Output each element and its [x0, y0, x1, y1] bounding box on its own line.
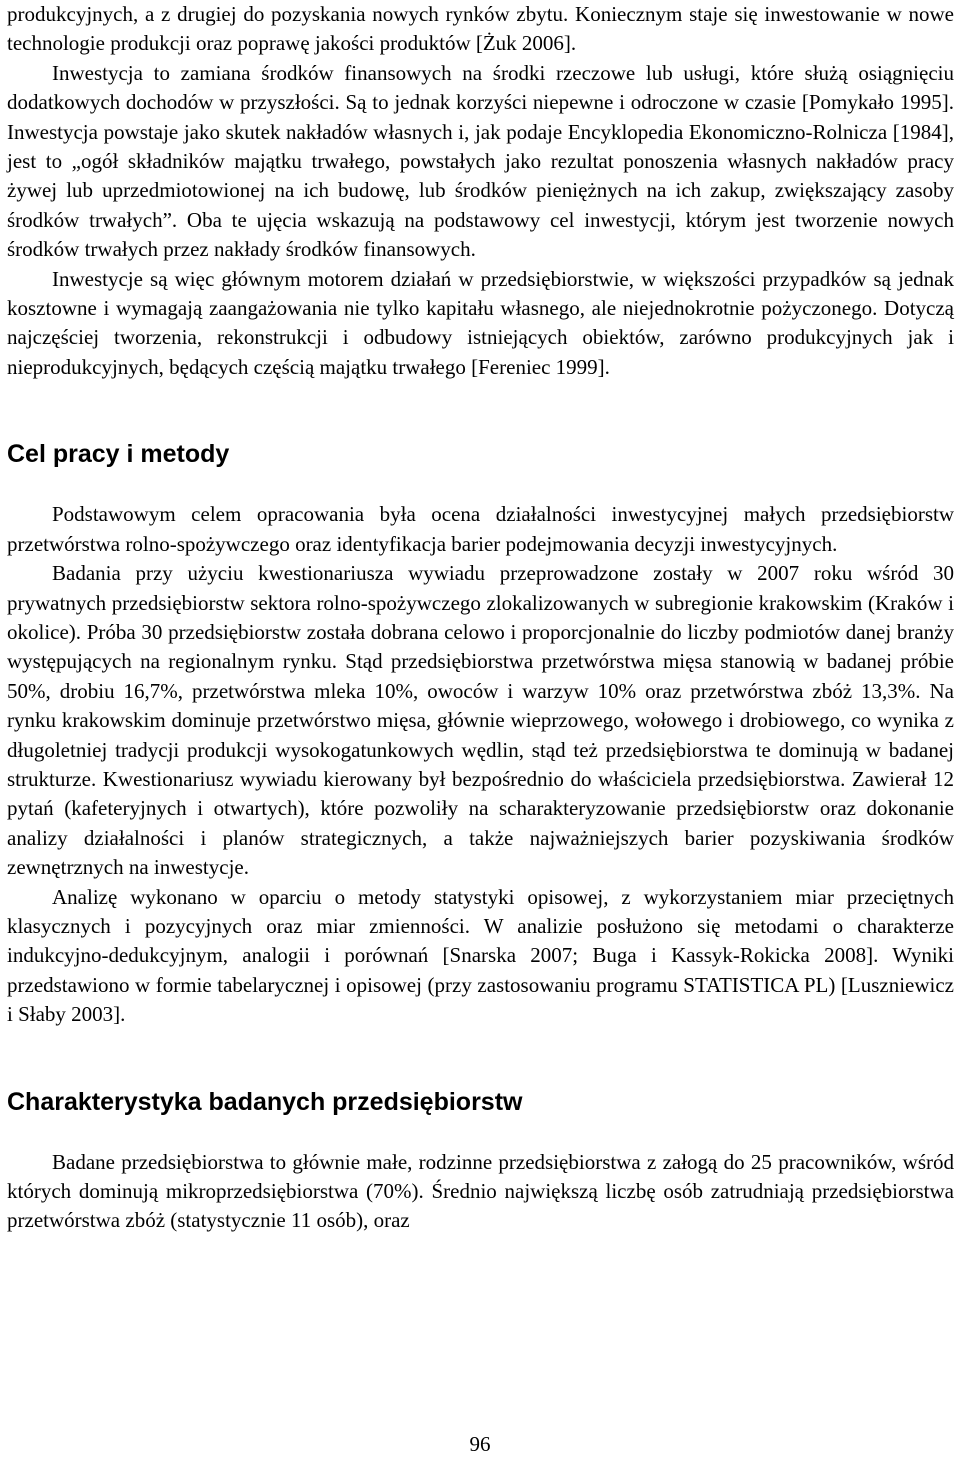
paragraph-research-sample: Badania przy użyciu kwestionariusza wywiadu przeprowadzone zostały w 2007 roku wśród 30 prywatnych przedsiębiorstw sektora rolno-spożywczego zlokalizowanych w subregionie krakowskim (Kraków i okolice). Próba 30 przedsiębiorstw została dobrana celowo i proporcjonalnie do liczby podmiotów danej branży występujących na regionalnym rynku. Stąd przedsiębiorstwa przetwórstwa mięsa stanowią w badanej próbie 50%, drobiu 16,7%, przetwórstwa mleka 10%, owoców i warzyw 10% oraz przetwórstwa zbóż 13,3%. Na rynku krakowskim dominuje przetwórstwo mięsa, głównie wieprzowego, wołowego i drobiowego, co wynika z długoletniej tradycji produkcji wysokogatunkowych wędlin, stąd też przedsiębiorstwa te dominują w badanej strukturze. Kwestionariusz wywiadu kierowany był bezpośrednio do właściciela przedsiębiorstwa. Zawierał 12 pytań (kafeteryjnych i otwartych), które pozwoliły na scharakteryzowanie przedsiębiorstw oraz dokonanie analizy działalności i planów strategicznych, a także najważniejszych barier pozyskiwania środków zewnętrznych na inwestycje.	[7, 561, 954, 880]
section-heading-goals-methods: Cel pracy i metody	[7, 440, 230, 469]
paragraph-enterprise-size: Badane przedsiębiorstwa to głównie małe, rodzinne przedsiębiorstwa z załogą do 25 pracowników, wśród których dominują mikroprzedsiębiorstwa (70%). Średnio największą liczbę osób zatrudniają przedsiębiorstwa przetwórstwa zbóż (statystycznie 11 osób), oraz	[7, 1149, 954, 1233]
document-page	[7, 0, 954, 1236]
paragraph-analysis-methods: Analizę wykonano w oparciu o metody statystyki opisowej, z wykorzystaniem miar przeciętnych klasycznych i pozycyjnych oraz miar zmienności. W analizie posłużono się metodami o charakterze indukcyjno-dedukcyjnym, analogii i porównań [Snarska 2007; Buga i Kassyk-Rokicka 2008]. Wyniki przedstawiono w formie tabelarycznej i opisowej (przy zastosowaniu programu STATISTICA PL) [Luszniewicz i Słaby 2003].	[7, 884, 954, 1027]
paragraph-research-goal: Podstawowym celem opracowania była ocena działalności inwestycyjnej małych przedsiębiorstw przetwórstwa rolno-spożywczego oraz identyfikacja barier podejmowania decyzji inwestycyjnych.	[7, 502, 954, 556]
paragraph-investment-definition: Inwestycja to zamiana środków finansowych na środki rzeczowe lub usługi, które służą osiągnięciu dodatkowych dochodów w przyszłości. Są to jednak korzyści niepewne i odroczone w czasie [Pomykało 1995]. Inwestycja powstaje jako skutek nakładów własnych i, jak podaje Encyklopedia Ekonomiczno-Rolnicza [1984], jest to „ogół składników majątku trwałego, powstałych jako rezultat ponoszenia własnych nakładów pracy żywej lub uprzedmiotowionej na ich budowę, lub środków pieniężnych na ich zakup, zwiększający zasoby środków trwałych”. Oba te ujęcia wskazują na podstawowy cel inwestycji, którym jest tworzenie nowych środków trwałych przez nakłady środków finansowych.	[7, 60, 954, 262]
page-number: 96	[469, 1432, 491, 1456]
section-heading-enterprise-characteristics: Charakterystyka badanych przedsiębiorstw	[7, 1087, 523, 1116]
paragraph-intro-continuation: produkcyjnych, a z drugiej do pozyskania nowych rynków zbytu. Koniecznym staje się inwestowanie w nowe technologie produkcji oraz poprawę jakości produktów [Żuk 2006].	[7, 2, 954, 56]
paragraph-investment-role: Inwestycje są więc głównym motorem działań w przedsiębiorstwie, w większości przypadków są jednak kosztowne i wymagają zaangażowania nie tylko kapitału własnego, ale niejednokrotnie pożyczonego. Dotyczą najczęściej tworzenia, rekonstrukcji i odbudowy istniejących obiektów, zarówno produkcyjnych jak i nieprodukcyjnych, będących częścią majątku trwałego [Fereniec 1999].	[7, 266, 954, 379]
